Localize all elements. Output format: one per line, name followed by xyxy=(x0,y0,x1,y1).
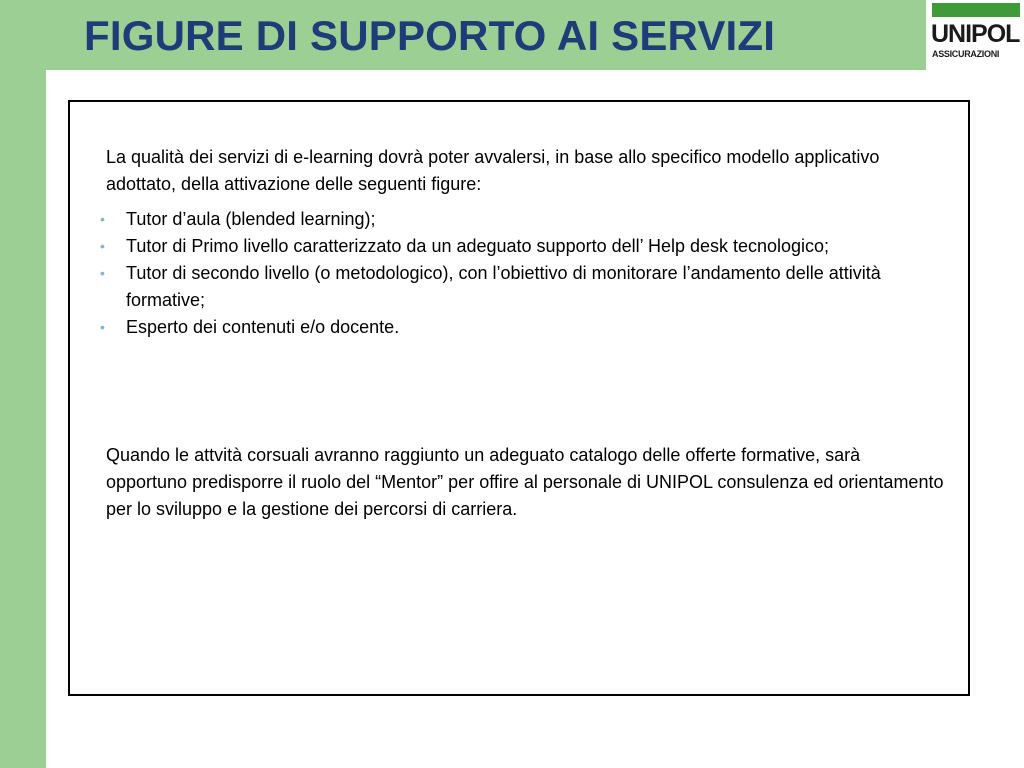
logo-stripe xyxy=(932,3,1020,17)
slide-title: FIGURE DI SUPPORTO AI SERVIZI xyxy=(84,12,776,59)
bullet-icon: • xyxy=(100,319,105,335)
list-item-text: Tutor di secondo livello (o metodologico), con l’obiettivo di monitorare l’andamento delle attività formative; xyxy=(126,263,881,310)
list-item-text: Tutor d’aula (blended learning); xyxy=(126,209,376,229)
list-item-text: Esperto dei contenuti e/o docente. xyxy=(126,317,400,337)
unipol-logo xyxy=(928,0,1024,70)
list-item xyxy=(96,206,926,233)
intro-paragraph: La qualità dei servizi di e-learning dovrà poter avvalersi, in base allo specifico modello applicativo adottato, della attivazione delle seguenti figure: xyxy=(106,147,880,194)
list-item-text: Tutor di Primo livello caratterizzato da un adeguato supporto dell’ Help desk tecnologico; xyxy=(126,236,830,256)
list-item xyxy=(96,233,926,260)
decorative-corner xyxy=(46,70,92,104)
bullet-icon: • xyxy=(100,265,105,281)
left-green-band xyxy=(0,0,46,768)
list-item xyxy=(96,314,926,341)
bullet-icon: • xyxy=(100,211,105,227)
logo-name: UNIPOL xyxy=(931,20,1020,48)
list-item xyxy=(96,260,926,314)
bullet-icon: • xyxy=(100,238,105,254)
outro-paragraph: Quando le attvità corsuali avranno raggiunto un adeguato catalogo delle offerte formative, sarà opportuno predisporre il ruolo del “Mentor” per offire al personale di UNIPOL consulenza ed orientamento per lo sviluppo e la gestione dei percorsi di carriera. xyxy=(106,445,944,519)
logo-subtitle: ASSICURAZIONI xyxy=(932,49,1000,59)
bullet-list xyxy=(96,206,926,341)
content-box xyxy=(68,100,970,696)
